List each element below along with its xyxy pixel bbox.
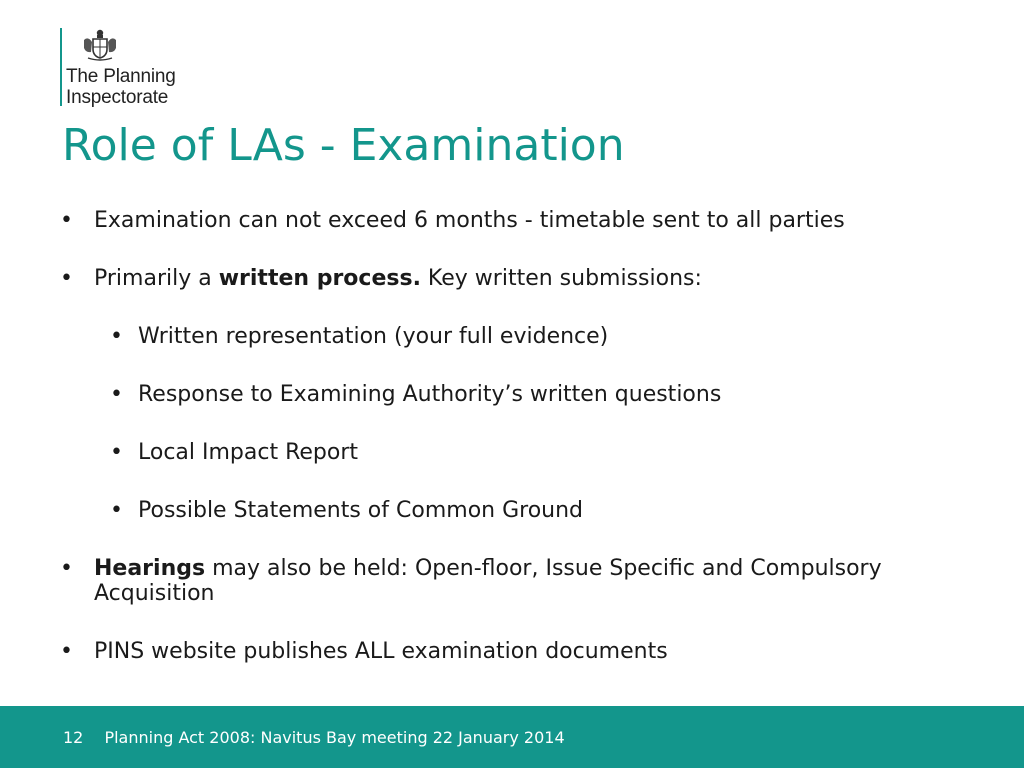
footer-bar: [0, 706, 1024, 768]
sub-bullet-text: Possible Statements of Common Ground: [138, 498, 584, 523]
bullet-text: PINS website publishes ALL examination documents: [94, 639, 668, 664]
logo-wordmark: [66, 66, 176, 108]
bullet-marker: •: [60, 639, 73, 664]
sub-bullet-local-impact-report: [60, 440, 940, 465]
sub-bullet-common-ground: [60, 498, 940, 523]
sub-bullet-response-questions: [60, 382, 940, 407]
logo-line-1: The Planning: [66, 66, 176, 87]
planning-inspectorate-logo: [60, 28, 260, 108]
bullet-marker: •: [60, 556, 73, 581]
sub-bullet-written-representation: [60, 324, 940, 349]
sub-bullet-text: Response to Examining Authority’s written questions: [138, 382, 722, 407]
footer-text: [63, 728, 565, 747]
bullet-text-post: Key written submissions:: [420, 266, 702, 291]
bullet-pins-website: [60, 639, 940, 664]
sub-bullet-text: Local Impact Report: [138, 440, 359, 465]
sub-bullet-text: Written representation (your full evidence): [138, 324, 609, 349]
slide-title: Role of LAs - Examination: [62, 120, 625, 171]
slide-number: 12: [63, 728, 84, 747]
bullet-text-bold: Hearings: [94, 556, 206, 581]
logo-divider: [60, 28, 62, 106]
bullet-text: Examination can not exceed 6 months - timetable sent to all parties: [94, 208, 845, 233]
bullet-written-process: [60, 266, 940, 291]
slide-body: [60, 208, 940, 664]
bullet-marker: •: [60, 266, 73, 291]
bullet-text-pre: Primarily a: [94, 266, 219, 291]
footer-caption: Planning Act 2008: Navitus Bay meeting 22 January 2014: [104, 728, 565, 747]
royal-crest-icon: [80, 28, 120, 62]
sub-bullet-marker: •: [110, 440, 123, 465]
sub-bullet-marker: •: [110, 498, 123, 523]
bullet-hearings: [60, 556, 940, 606]
logo-line-2: Inspectorate: [66, 87, 169, 108]
bullet-text-post: may also be held: Open-floor, Issue Specific and Compulsory Acquisition: [94, 556, 882, 606]
sub-bullet-marker: •: [110, 324, 123, 349]
sub-bullet-marker: •: [110, 382, 123, 407]
bullet-text-bold: written process.: [218, 266, 421, 291]
bullet-examination-duration: [60, 208, 940, 233]
bullet-marker: •: [60, 208, 73, 233]
